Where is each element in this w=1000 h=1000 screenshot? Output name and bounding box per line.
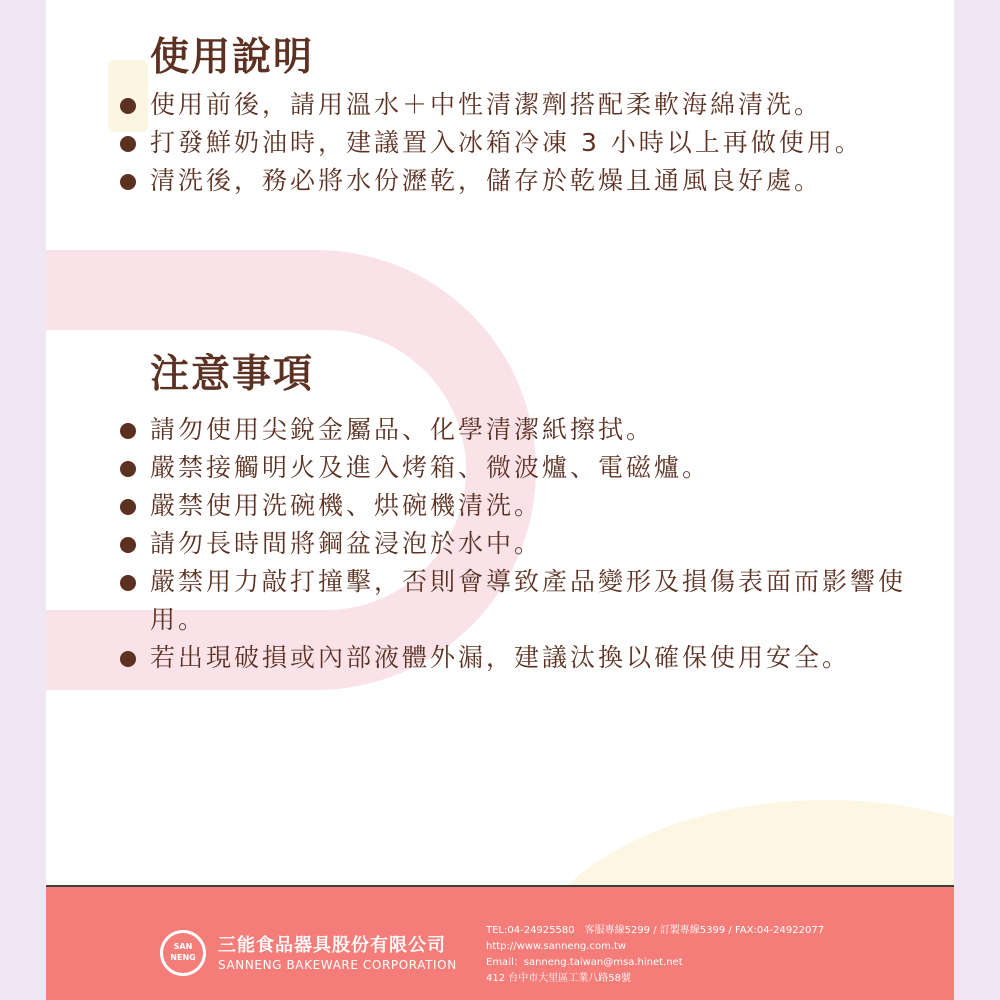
bullet-icon [120, 423, 136, 439]
bullet-icon [120, 499, 136, 515]
bullet-icon [120, 136, 136, 152]
list-item-text: 使用前後，請用溫水＋中性清潔劑搭配柔軟海綿清洗。 [150, 90, 823, 119]
phone-fax-line: TEL:04-24925580 客服專線5299 / 訂製專線5399 / FAX:04-24922077 [486, 925, 825, 936]
caution-heading: 注意事項 [150, 352, 315, 397]
company-name-zh: 三能食品器具股份有限公司 [218, 935, 446, 956]
address-line: 412 台中市大里區工業八路58號 [486, 973, 631, 984]
company-footer [46, 885, 954, 1000]
logo-text: SAN NENG [170, 942, 196, 962]
company-logo [160, 930, 206, 976]
email-link[interactable]: Email：sanneng.taiwan@msa.hinet.net [486, 957, 683, 968]
company-name-en: SANNENG BAKEWARE CORPORATION [218, 958, 457, 972]
usage-heading: 使用說明 [150, 35, 315, 80]
instruction-sheet [46, 0, 954, 1000]
list-item-text: 嚴禁使用洗碗機、烘碗機清洗。 [150, 491, 543, 520]
bullet-icon [120, 651, 136, 667]
list-item-text: 若出現破損或內部液體外漏，建議汰換以確保使用安全。 [150, 643, 851, 672]
contact-info [486, 923, 824, 987]
bullet-icon [120, 461, 136, 477]
decorative-block [108, 60, 148, 132]
bullet-icon [120, 98, 136, 114]
list-item-text: 嚴禁接觸明火及進入烤箱、微波爐、電磁爐。 [150, 453, 711, 482]
list-item-text: 請勿使用尖銳金屬品、化學清潔紙擦拭。 [150, 415, 655, 444]
bullet-icon [120, 537, 136, 553]
list-item-text: 嚴禁用力敲打撞擊，否則會導致產品變形及損傷表面而影響使用。 [150, 567, 907, 634]
website-link[interactable]: http://www.sanneng.com.tw [486, 941, 627, 952]
list-item-text: 打發鮮奶油時，建議置入冰箱冷凍 3 小時以上再做使用。 [150, 128, 863, 157]
list-item-text: 請勿長時間將鋼盆浸泡於水中。 [150, 529, 543, 558]
bullet-icon [120, 174, 136, 190]
list-item-text: 清洗後，務必將水份瀝乾，儲存於乾燥且通風良好處。 [150, 166, 823, 195]
bullet-icon [120, 575, 136, 591]
